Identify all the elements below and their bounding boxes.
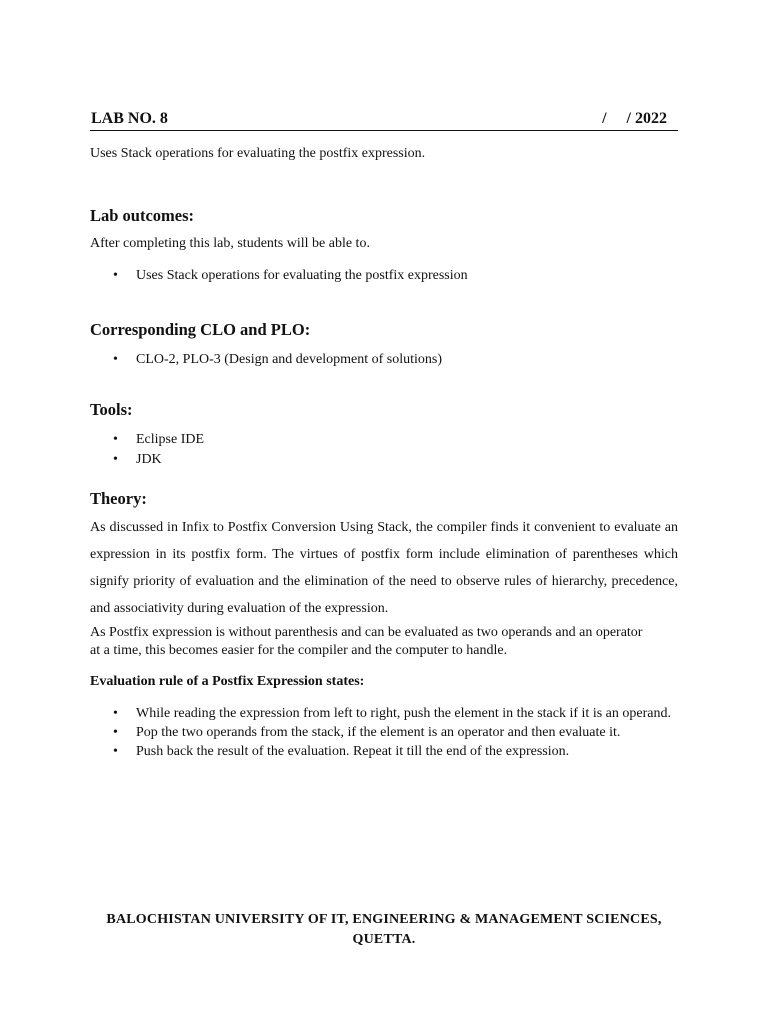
list-item: • While reading the expression from left to right, push the element in the stack if it is an operand. [113, 706, 671, 721]
lab-header [90, 110, 678, 131]
list-item: • Eclipse IDE [90, 430, 678, 450]
outcomes-list [90, 266, 678, 286]
lab-intro: Uses Stack operations for evaluating the postfix expression. [90, 146, 426, 161]
outcomes-heading: Lab outcomes: [90, 206, 195, 225]
bullet-icon: • [113, 268, 118, 283]
outcomes-lead: After completing this lab, students will be able to. [90, 236, 370, 251]
bullet-icon: • [113, 725, 118, 740]
evaluation-rule-title: Evaluation rule of a Postfix Expression states: [90, 674, 365, 689]
list-item: • CLO-2, PLO-3 (Design and development of solutions) [90, 350, 678, 370]
evaluation-rules-list [90, 705, 678, 762]
theory-paragraph-2: As Postfix expression is without parenthesis and can be evaluated as two operands and an operator at a time, this becomes easier for the compiler and the computer to handle. [90, 625, 643, 658]
theory-paragraph-1: As discussed in Infix to Postfix Conversion Using Stack, the compiler finds it convenient to evaluate an expression in its postfix form. The virtues of postfix form include elimination of parentheses which signify priority of evaluation and the elimination of the need to observe rules of hierarchy, precedence, and associativity during evaluation of the expression. [90, 520, 678, 616]
list-item: • JDK [90, 450, 678, 470]
list-item: • Push back the result of the evaluation. Repeat it till the end of the expression. [113, 744, 570, 759]
tools-heading: Tools: [90, 400, 133, 419]
bullet-icon: • [113, 706, 118, 721]
clo-plo-heading: Corresponding CLO and PLO: [90, 320, 311, 339]
theory-heading: Theory: [90, 489, 147, 508]
footer-line-1: BALOCHISTAN UNIVERSITY OF IT, ENGINEERING & MANAGEMENT SCIENCES, [106, 912, 662, 927]
list-item: • Pop the two operands from the stack, if the element is an operator and then evaluate it. [113, 725, 621, 740]
bullet-icon: • [113, 452, 118, 467]
lab-title: LAB NO. 8 [91, 110, 168, 127]
bullet-icon: • [113, 432, 118, 447]
lab-date: / / 2022 [602, 110, 667, 127]
bullet-icon: • [113, 352, 118, 367]
university-footer [90, 910, 678, 950]
tools-list [90, 430, 678, 470]
bullet-icon: • [113, 744, 118, 759]
clo-plo-list [90, 350, 678, 370]
list-item: • Uses Stack operations for evaluating the postfix expression [90, 266, 678, 286]
footer-line-2: QUETTA. [352, 932, 416, 947]
